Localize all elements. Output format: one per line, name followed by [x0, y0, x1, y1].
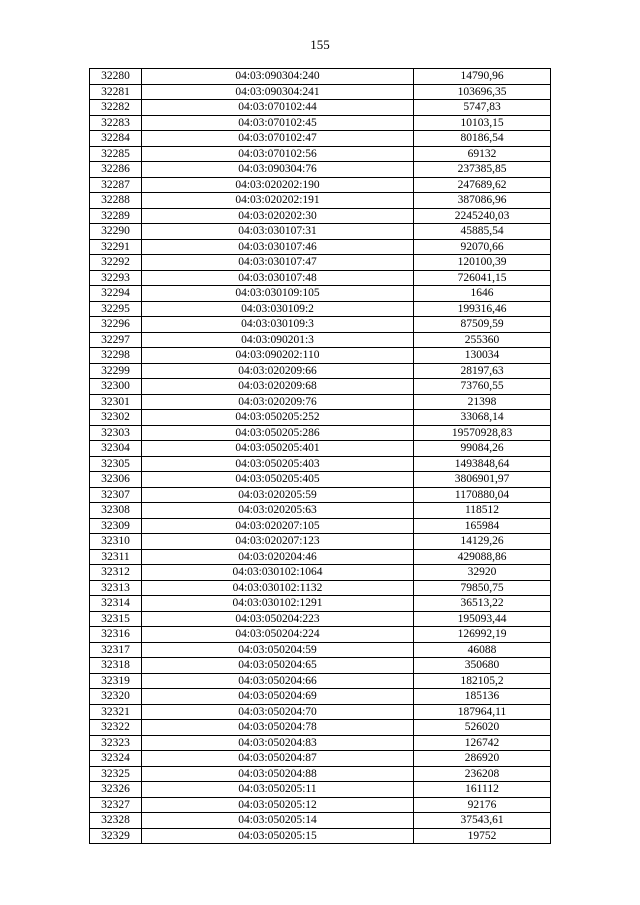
- value-cell: 130034: [414, 348, 551, 364]
- cadastral-number-cell: 04:03:020204:46: [142, 549, 414, 565]
- row-number-cell: 32322: [90, 720, 142, 736]
- table-row: [90, 332, 551, 348]
- row-number-cell: 32317: [90, 642, 142, 658]
- value-cell: 726041,15: [414, 270, 551, 286]
- row-number-cell: 32328: [90, 813, 142, 829]
- cadastral-number-cell: 04:03:070102:47: [142, 131, 414, 147]
- table-row: [90, 813, 551, 829]
- value-cell: 1170880,04: [414, 487, 551, 503]
- value-cell: 236208: [414, 766, 551, 782]
- cadastral-number-cell: 04:03:020205:63: [142, 503, 414, 519]
- row-number-cell: 32325: [90, 766, 142, 782]
- value-cell: 79850,75: [414, 580, 551, 596]
- table-row: [90, 487, 551, 503]
- row-number-cell: 32282: [90, 100, 142, 116]
- value-cell: 2245240,03: [414, 208, 551, 224]
- row-number-cell: 32290: [90, 224, 142, 240]
- row-number-cell: 32326: [90, 782, 142, 798]
- cadastral-number-cell: 04:03:030109:105: [142, 286, 414, 302]
- row-number-cell: 32286: [90, 162, 142, 178]
- row-number-cell: 32291: [90, 239, 142, 255]
- table-row: [90, 518, 551, 534]
- cadastral-number-cell: 04:03:020207:105: [142, 518, 414, 534]
- cadastral-number-cell: 04:03:030102:1291: [142, 596, 414, 612]
- table-row: [90, 224, 551, 240]
- value-cell: 118512: [414, 503, 551, 519]
- table-row: [90, 611, 551, 627]
- cadastral-number-cell: 04:03:050204:70: [142, 704, 414, 720]
- value-cell: 69132: [414, 146, 551, 162]
- row-number-cell: 32301: [90, 394, 142, 410]
- table-row: [90, 751, 551, 767]
- row-number-cell: 32305: [90, 456, 142, 472]
- table-row: [90, 69, 551, 85]
- table-row: [90, 456, 551, 472]
- row-number-cell: 32315: [90, 611, 142, 627]
- value-cell: 10103,15: [414, 115, 551, 131]
- value-cell: 1646: [414, 286, 551, 302]
- table-row: [90, 658, 551, 674]
- row-number-cell: 32295: [90, 301, 142, 317]
- cadastral-number-cell: 04:03:070102:45: [142, 115, 414, 131]
- table-row: [90, 472, 551, 488]
- table-row: [90, 131, 551, 147]
- cadastral-number-cell: 04:03:050204:88: [142, 766, 414, 782]
- cadastral-number-cell: 04:03:050205:12: [142, 797, 414, 813]
- value-cell: 387086,96: [414, 193, 551, 209]
- cadastral-number-cell: 04:03:050205:252: [142, 410, 414, 426]
- row-number-cell: 32283: [90, 115, 142, 131]
- cadastral-number-cell: 04:03:050205:14: [142, 813, 414, 829]
- row-number-cell: 32284: [90, 131, 142, 147]
- table-row: [90, 565, 551, 581]
- row-number-cell: 32327: [90, 797, 142, 813]
- value-cell: 36513,22: [414, 596, 551, 612]
- value-cell: 80186,54: [414, 131, 551, 147]
- row-number-cell: 32309: [90, 518, 142, 534]
- row-number-cell: 32329: [90, 828, 142, 844]
- table-body: [90, 69, 551, 844]
- cadastral-number-cell: 04:03:030102:1132: [142, 580, 414, 596]
- table-row: [90, 270, 551, 286]
- table-row: [90, 410, 551, 426]
- row-number-cell: 32313: [90, 580, 142, 596]
- table-row: [90, 642, 551, 658]
- value-cell: 14129,26: [414, 534, 551, 550]
- value-cell: 1493848,64: [414, 456, 551, 472]
- value-cell: 19570928,83: [414, 425, 551, 441]
- cadastral-number-cell: 04:03:050204:78: [142, 720, 414, 736]
- value-cell: 32920: [414, 565, 551, 581]
- cadastral-number-cell: 04:03:050205:405: [142, 472, 414, 488]
- table-row: [90, 115, 551, 131]
- table-row: [90, 239, 551, 255]
- row-number-cell: 32324: [90, 751, 142, 767]
- value-cell: 429088,86: [414, 549, 551, 565]
- table-row: [90, 425, 551, 441]
- table-row: [90, 286, 551, 302]
- value-cell: 14790,96: [414, 69, 551, 85]
- row-number-cell: 32285: [90, 146, 142, 162]
- value-cell: 237385,85: [414, 162, 551, 178]
- cadastral-number-cell: 04:03:030109:2: [142, 301, 414, 317]
- cadastral-number-cell: 04:03:020209:76: [142, 394, 414, 410]
- row-number-cell: 32293: [90, 270, 142, 286]
- value-cell: 99084,26: [414, 441, 551, 457]
- row-number-cell: 32281: [90, 84, 142, 100]
- table-row: [90, 441, 551, 457]
- value-cell: 5747,83: [414, 100, 551, 116]
- value-cell: 120100,39: [414, 255, 551, 271]
- cadastral-number-cell: 04:03:050204:87: [142, 751, 414, 767]
- cadastral-number-cell: 04:03:020209:66: [142, 363, 414, 379]
- table-row: [90, 503, 551, 519]
- cadastral-number-cell: 04:03:050204:65: [142, 658, 414, 674]
- value-cell: 182105,2: [414, 673, 551, 689]
- value-cell: 103696,35: [414, 84, 551, 100]
- row-number-cell: 32302: [90, 410, 142, 426]
- cadastral-number-cell: 04:03:090304:240: [142, 69, 414, 85]
- table-row: [90, 177, 551, 193]
- row-number-cell: 32318: [90, 658, 142, 674]
- value-cell: 286920: [414, 751, 551, 767]
- cadastral-number-cell: 04:03:020202:190: [142, 177, 414, 193]
- cadastral-number-cell: 04:03:030109:3: [142, 317, 414, 333]
- cadastral-number-cell: 04:03:090201:3: [142, 332, 414, 348]
- cadastral-number-cell: 04:03:050205:286: [142, 425, 414, 441]
- value-cell: 33068,14: [414, 410, 551, 426]
- row-number-cell: 32308: [90, 503, 142, 519]
- value-cell: 21398: [414, 394, 551, 410]
- value-cell: 28197,63: [414, 363, 551, 379]
- table-row: [90, 704, 551, 720]
- value-cell: 46088: [414, 642, 551, 658]
- table-row: [90, 146, 551, 162]
- value-cell: 19752: [414, 828, 551, 844]
- table-row: [90, 84, 551, 100]
- cadastral-number-cell: 04:03:070102:56: [142, 146, 414, 162]
- value-cell: 45885,54: [414, 224, 551, 240]
- row-number-cell: 32280: [90, 69, 142, 85]
- cadastral-number-cell: 04:03:050205:401: [142, 441, 414, 457]
- table-row: [90, 100, 551, 116]
- cadastral-number-cell: 04:03:050204:223: [142, 611, 414, 627]
- row-number-cell: 32319: [90, 673, 142, 689]
- row-number-cell: 32292: [90, 255, 142, 271]
- table-row: [90, 673, 551, 689]
- row-number-cell: 32299: [90, 363, 142, 379]
- table-row: [90, 193, 551, 209]
- cadastral-number-cell: 04:03:020202:30: [142, 208, 414, 224]
- table-row: [90, 797, 551, 813]
- row-number-cell: 32296: [90, 317, 142, 333]
- value-cell: 126742: [414, 735, 551, 751]
- cadastral-number-cell: 04:03:050204:83: [142, 735, 414, 751]
- cadastral-number-cell: 04:03:050205:403: [142, 456, 414, 472]
- table-row: [90, 580, 551, 596]
- value-cell: 185136: [414, 689, 551, 705]
- cadastral-number-cell: 04:03:020205:59: [142, 487, 414, 503]
- row-number-cell: 32288: [90, 193, 142, 209]
- value-cell: 247689,62: [414, 177, 551, 193]
- row-number-cell: 32320: [90, 689, 142, 705]
- row-number-cell: 32287: [90, 177, 142, 193]
- cadastral-number-cell: 04:03:030102:1064: [142, 565, 414, 581]
- table-row: [90, 766, 551, 782]
- row-number-cell: 32314: [90, 596, 142, 612]
- cadastral-number-cell: 04:03:030107:46: [142, 239, 414, 255]
- cadastral-number-cell: 04:03:050204:224: [142, 627, 414, 643]
- table-row: [90, 208, 551, 224]
- value-cell: 526020: [414, 720, 551, 736]
- row-number-cell: 32304: [90, 441, 142, 457]
- row-number-cell: 32310: [90, 534, 142, 550]
- page-number: 155: [310, 37, 330, 52]
- value-cell: 126992,19: [414, 627, 551, 643]
- table-row: [90, 534, 551, 550]
- row-number-cell: 32311: [90, 549, 142, 565]
- cadastral-table: [89, 68, 551, 844]
- cadastral-number-cell: 04:03:050204:59: [142, 642, 414, 658]
- row-number-cell: 32300: [90, 379, 142, 395]
- value-cell: 3806901,97: [414, 472, 551, 488]
- row-number-cell: 32307: [90, 487, 142, 503]
- cadastral-number-cell: 04:03:050205:11: [142, 782, 414, 798]
- table-row: [90, 348, 551, 364]
- table-row: [90, 828, 551, 844]
- table-row: [90, 255, 551, 271]
- row-number-cell: 32289: [90, 208, 142, 224]
- row-number-cell: 32323: [90, 735, 142, 751]
- value-cell: 92070,66: [414, 239, 551, 255]
- row-number-cell: 32298: [90, 348, 142, 364]
- cadastral-number-cell: 04:03:030107:48: [142, 270, 414, 286]
- cadastral-number-cell: 04:03:020202:191: [142, 193, 414, 209]
- value-cell: 165984: [414, 518, 551, 534]
- cadastral-number-cell: 04:03:090304:76: [142, 162, 414, 178]
- value-cell: 37543,61: [414, 813, 551, 829]
- value-cell: 350680: [414, 658, 551, 674]
- table-row: [90, 162, 551, 178]
- cadastral-number-cell: 04:03:070102:44: [142, 100, 414, 116]
- table-row: [90, 317, 551, 333]
- cadastral-number-cell: 04:03:020207:123: [142, 534, 414, 550]
- table-row: [90, 394, 551, 410]
- value-cell: 87509,59: [414, 317, 551, 333]
- row-number-cell: 32312: [90, 565, 142, 581]
- table-row: [90, 689, 551, 705]
- table-row: [90, 301, 551, 317]
- table-row: [90, 549, 551, 565]
- value-cell: 161112: [414, 782, 551, 798]
- cadastral-number-cell: 04:03:030107:47: [142, 255, 414, 271]
- table-row: [90, 782, 551, 798]
- row-number-cell: 32297: [90, 332, 142, 348]
- table-row: [90, 735, 551, 751]
- table-row: [90, 596, 551, 612]
- table-row: [90, 720, 551, 736]
- cadastral-number-cell: 04:03:050205:15: [142, 828, 414, 844]
- cadastral-number-cell: 04:03:090304:241: [142, 84, 414, 100]
- table-row: [90, 379, 551, 395]
- cadastral-number-cell: 04:03:090202:110: [142, 348, 414, 364]
- value-cell: 255360: [414, 332, 551, 348]
- value-cell: 199316,46: [414, 301, 551, 317]
- table-row: [90, 627, 551, 643]
- table-row: [90, 363, 551, 379]
- value-cell: 73760,55: [414, 379, 551, 395]
- row-number-cell: 32306: [90, 472, 142, 488]
- value-cell: 187964,11: [414, 704, 551, 720]
- row-number-cell: 32316: [90, 627, 142, 643]
- row-number-cell: 32303: [90, 425, 142, 441]
- value-cell: 195093,44: [414, 611, 551, 627]
- cadastral-number-cell: 04:03:020209:68: [142, 379, 414, 395]
- cadastral-number-cell: 04:03:050204:69: [142, 689, 414, 705]
- cadastral-number-cell: 04:03:050204:66: [142, 673, 414, 689]
- cadastral-number-cell: 04:03:030107:31: [142, 224, 414, 240]
- value-cell: 92176: [414, 797, 551, 813]
- row-number-cell: 32321: [90, 704, 142, 720]
- row-number-cell: 32294: [90, 286, 142, 302]
